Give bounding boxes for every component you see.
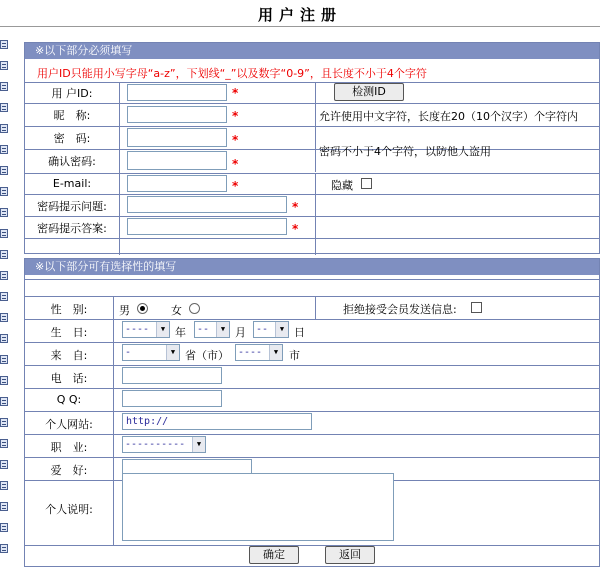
year-unit: 年 xyxy=(175,326,186,339)
dropdown-arrow-icon: ▼ xyxy=(166,345,179,360)
page-icon xyxy=(0,439,8,448)
male-label: 男 xyxy=(119,304,130,317)
phone-label: 电 话: xyxy=(50,372,88,385)
page-icon xyxy=(0,187,8,196)
optional-section xyxy=(24,258,600,567)
page-icon xyxy=(0,124,8,133)
qq-label: Q Q: xyxy=(56,393,82,406)
required-mark: * xyxy=(232,179,239,193)
qq-input[interactable] xyxy=(122,390,222,407)
userid-input[interactable] xyxy=(127,84,227,101)
confirm-password-label: 确认密码: xyxy=(48,155,96,168)
birth-month-select[interactable]: -- ▼ xyxy=(194,321,230,338)
dropdown-arrow-icon: ▼ xyxy=(156,322,169,337)
question-label: 密码提示问题: xyxy=(37,200,107,213)
birth-day-select[interactable]: -- ▼ xyxy=(253,321,289,338)
day-unit: 日 xyxy=(294,326,305,339)
city-select[interactable]: ---- ▼ xyxy=(235,344,283,361)
page-icon xyxy=(0,460,8,469)
page-icon xyxy=(0,397,8,406)
page-icon xyxy=(0,82,8,91)
page-icon xyxy=(0,376,8,385)
birthday-label: 生 日: xyxy=(50,326,88,339)
email-input[interactable] xyxy=(127,175,227,192)
birth-year-select[interactable]: ---- ▼ xyxy=(122,321,170,338)
dropdown-arrow-icon: ▼ xyxy=(275,322,288,337)
page-icon xyxy=(0,208,8,217)
required-mark: * xyxy=(232,109,239,123)
dropdown-arrow-icon: ▼ xyxy=(192,437,205,452)
intro-textarea[interactable] xyxy=(122,473,394,541)
hide-label: 隐藏 xyxy=(331,179,353,192)
required-mark: * xyxy=(292,200,299,214)
city-unit: 市 xyxy=(289,349,300,362)
province-select[interactable]: - ▼ xyxy=(122,344,180,361)
male-radio[interactable] xyxy=(137,303,148,314)
userid-rule-text: 用户ID只能用小写字母“a-z”，下划线“_”以及数字“0-9”，且长度不小于4个字符 xyxy=(37,67,427,80)
row-actions xyxy=(25,545,599,568)
nickname-input[interactable] xyxy=(127,106,227,123)
month-unit: 月 xyxy=(235,326,246,339)
password-hint: 密码不小于4个字符，以防他人盗用 xyxy=(319,145,491,158)
hobby-label: 爱 好: xyxy=(50,464,88,477)
page-icon xyxy=(0,250,8,259)
row-blank xyxy=(25,279,599,296)
required-mark: * xyxy=(232,133,239,147)
required-section-header: ※以下部分必须填写 xyxy=(25,43,599,59)
female-label: 女 xyxy=(171,304,182,317)
back-button[interactable]: 返回 xyxy=(325,546,375,564)
page-icon xyxy=(0,145,8,154)
required-section xyxy=(24,42,600,254)
question-input[interactable] xyxy=(127,196,287,213)
required-mark: * xyxy=(232,86,239,100)
page-icon xyxy=(0,334,8,343)
gender-label: 性 别: xyxy=(50,303,88,316)
phone-input[interactable] xyxy=(122,367,222,384)
page-icon xyxy=(0,523,8,532)
answer-label: 密码提示答案: xyxy=(37,222,107,235)
page-icon xyxy=(0,40,8,49)
required-mark: * xyxy=(292,222,299,236)
website-label: 个人网站: xyxy=(45,418,93,431)
optional-section-header: ※以下部分可有选择性的填写 xyxy=(25,259,599,275)
page-icon xyxy=(0,103,8,112)
nickname-hint: 允许使用中文字符，长度在20（10个汉字）个字符内 xyxy=(319,110,578,123)
page-icon xyxy=(0,481,8,490)
title-divider xyxy=(0,26,600,27)
row-spacer xyxy=(25,238,599,255)
page-icon xyxy=(0,355,8,364)
page-title: 用户注册 xyxy=(257,6,342,24)
intro-label: 个人说明: xyxy=(45,503,93,516)
page-icon xyxy=(0,61,8,70)
page-icon xyxy=(0,502,8,511)
page-icon xyxy=(0,418,8,427)
page-icon xyxy=(0,292,8,301)
confirm-button[interactable]: 确定 xyxy=(249,546,299,564)
page-icon xyxy=(0,166,8,175)
password-label: 密 码: xyxy=(53,132,91,145)
page-icon xyxy=(0,271,8,280)
page-icon xyxy=(0,313,8,322)
refuse-messages-checkbox[interactable] xyxy=(471,302,482,313)
page-icon xyxy=(0,544,8,553)
job-label: 职 业: xyxy=(50,441,88,454)
origin-label: 来 自: xyxy=(50,349,88,362)
check-id-button[interactable]: 检测ID xyxy=(334,83,404,101)
female-radio[interactable] xyxy=(189,303,200,314)
refuse-messages-label: 拒绝接受会员发送信息: xyxy=(343,303,457,316)
password-input[interactable] xyxy=(127,128,227,147)
confirm-password-input[interactable] xyxy=(127,151,227,170)
answer-input[interactable] xyxy=(127,218,287,235)
userid-label: 用 户ID: xyxy=(51,87,93,100)
required-mark: * xyxy=(232,157,239,171)
page-icon xyxy=(0,229,8,238)
job-select[interactable]: ---------- ▼ xyxy=(122,436,206,453)
website-input[interactable]: http:// xyxy=(122,413,312,430)
dropdown-arrow-icon: ▼ xyxy=(269,345,282,360)
province-unit: 省（市） xyxy=(185,349,229,362)
nickname-label: 昵 称: xyxy=(53,109,91,122)
hide-email-checkbox[interactable] xyxy=(361,178,372,189)
email-label: E-mail: xyxy=(52,177,92,190)
dropdown-arrow-icon: ▼ xyxy=(216,322,229,337)
